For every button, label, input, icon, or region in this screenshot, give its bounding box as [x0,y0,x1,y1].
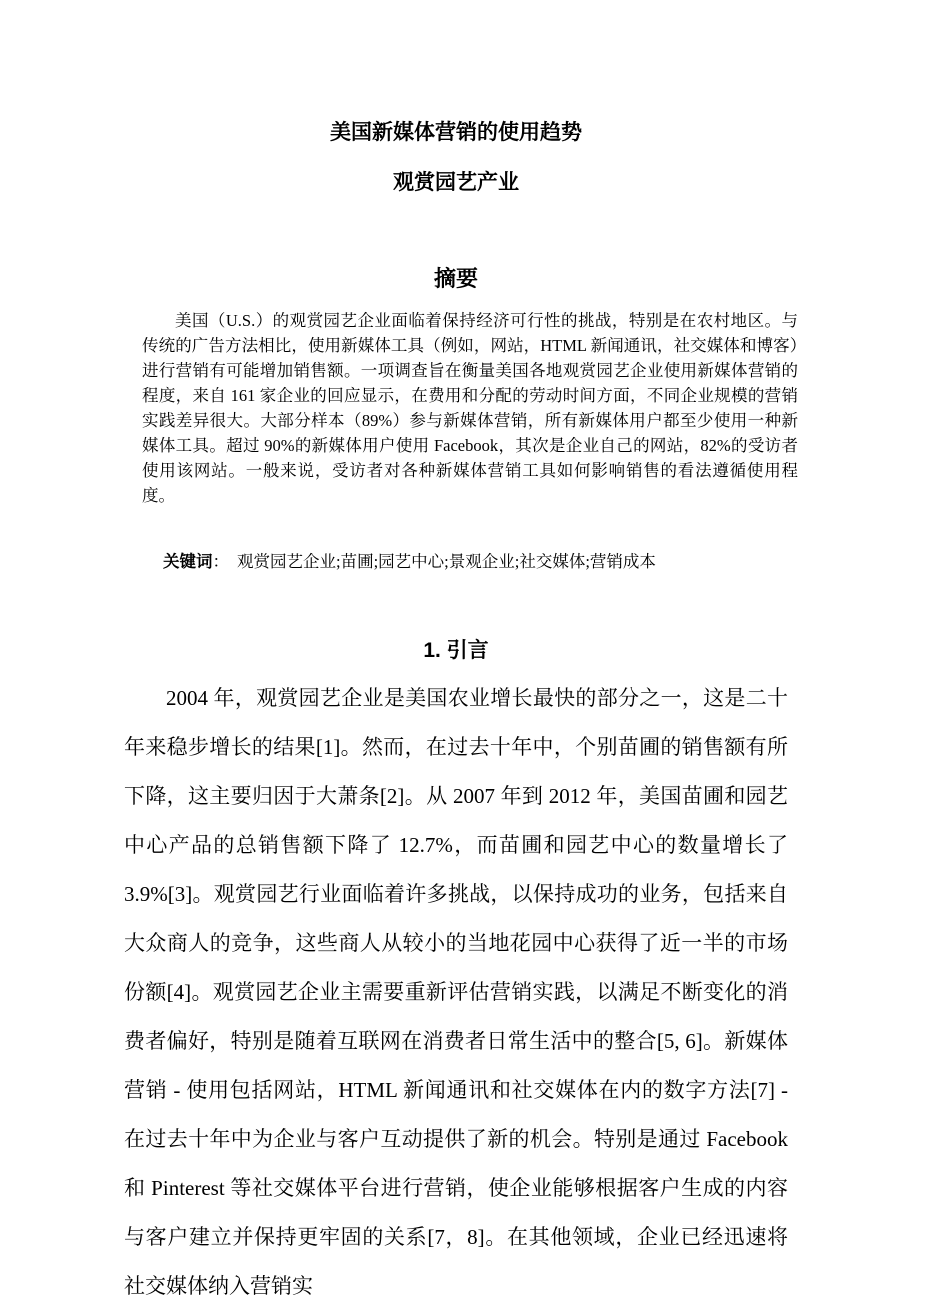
abstract-paragraph: 美国（U.S.）的观赏园艺企业面临着保持经济可行性的挑战，特别是在农村地区。与传统的广告方法相比，使用新媒体工具（例如，网站，HTML 新闻通讯，社交媒体和博客）进行营销有可能增加销售额。一项调查旨在衡量美国各地观赏园艺企业使用新媒体营销的程度，来自 161 家企业的回应显示，在费用和分配的劳动时间方面，不同企业规模的营销实践差异很大。大部分样本（89%）参与新媒体营销，所有新媒体用户都至少使用一种新媒体工具。超过 90%的新媒体用户使用 Facebook，其次是企业自己的网站，82%的受访者使用该网站。一般来说，受访者对各种新媒体营销工具如何影响销售的看法遵循使用程度。 [142,311,798,505]
keywords-text: 观赏园艺企业;苗圃;园艺中心;景观企业;社交媒体;营销成本 [237,552,656,571]
document-title-line2: 观赏园艺产业 [393,171,519,194]
abstract-heading: 摘要 [433,266,478,291]
document-title-line1: 美国新媒体营销的使用趋势 [330,121,582,144]
keywords-label: 关键词 [163,552,213,571]
keywords-colon: ： [212,552,229,571]
introduction-paragraph: 2004 年，观赏园艺企业是美国农业增长最快的部分之一，这是二十年来稳步增长的结果[1]。然而，在过去十年中，个别苗圃的销售额有所下降，这主要归因于大萧条[2]。从 2007 年到 2012 年，美国苗圃和园艺中心产品的总销售额下降了 12.7%，而苗圃和园艺中心的数量增长了 3.9%[3]。观赏园艺行业面临着许多挑战，以保持成功的业务，包括来自大众商人的竞争，这些商人从较小的当地花园中心获得了近一半的市场份额[4]。观赏园艺企业主需要重新评估营销实践，以满足不断变化的消费者偏好，特别是随着互联网在消费者日常生活中的整合[5, 6]。新媒体营销 - 使用包括网站，HTML 新闻通讯和社交媒体在内的数字方法[7] - 在过去十年中为企业与客户互动提供了新的机会。特别是通过 Facebook 和 Pinterest 等社交媒体平台进行营销，使企业能够根据客户生成的内容与客户建立并保持更牢固的关系[7，8]。在其他领域，企业已经迅速将社交媒体纳入营销实 [124,686,788,1298]
keywords-line [163,549,788,574]
section-heading-introduction: 1. 引言 [423,639,489,662]
